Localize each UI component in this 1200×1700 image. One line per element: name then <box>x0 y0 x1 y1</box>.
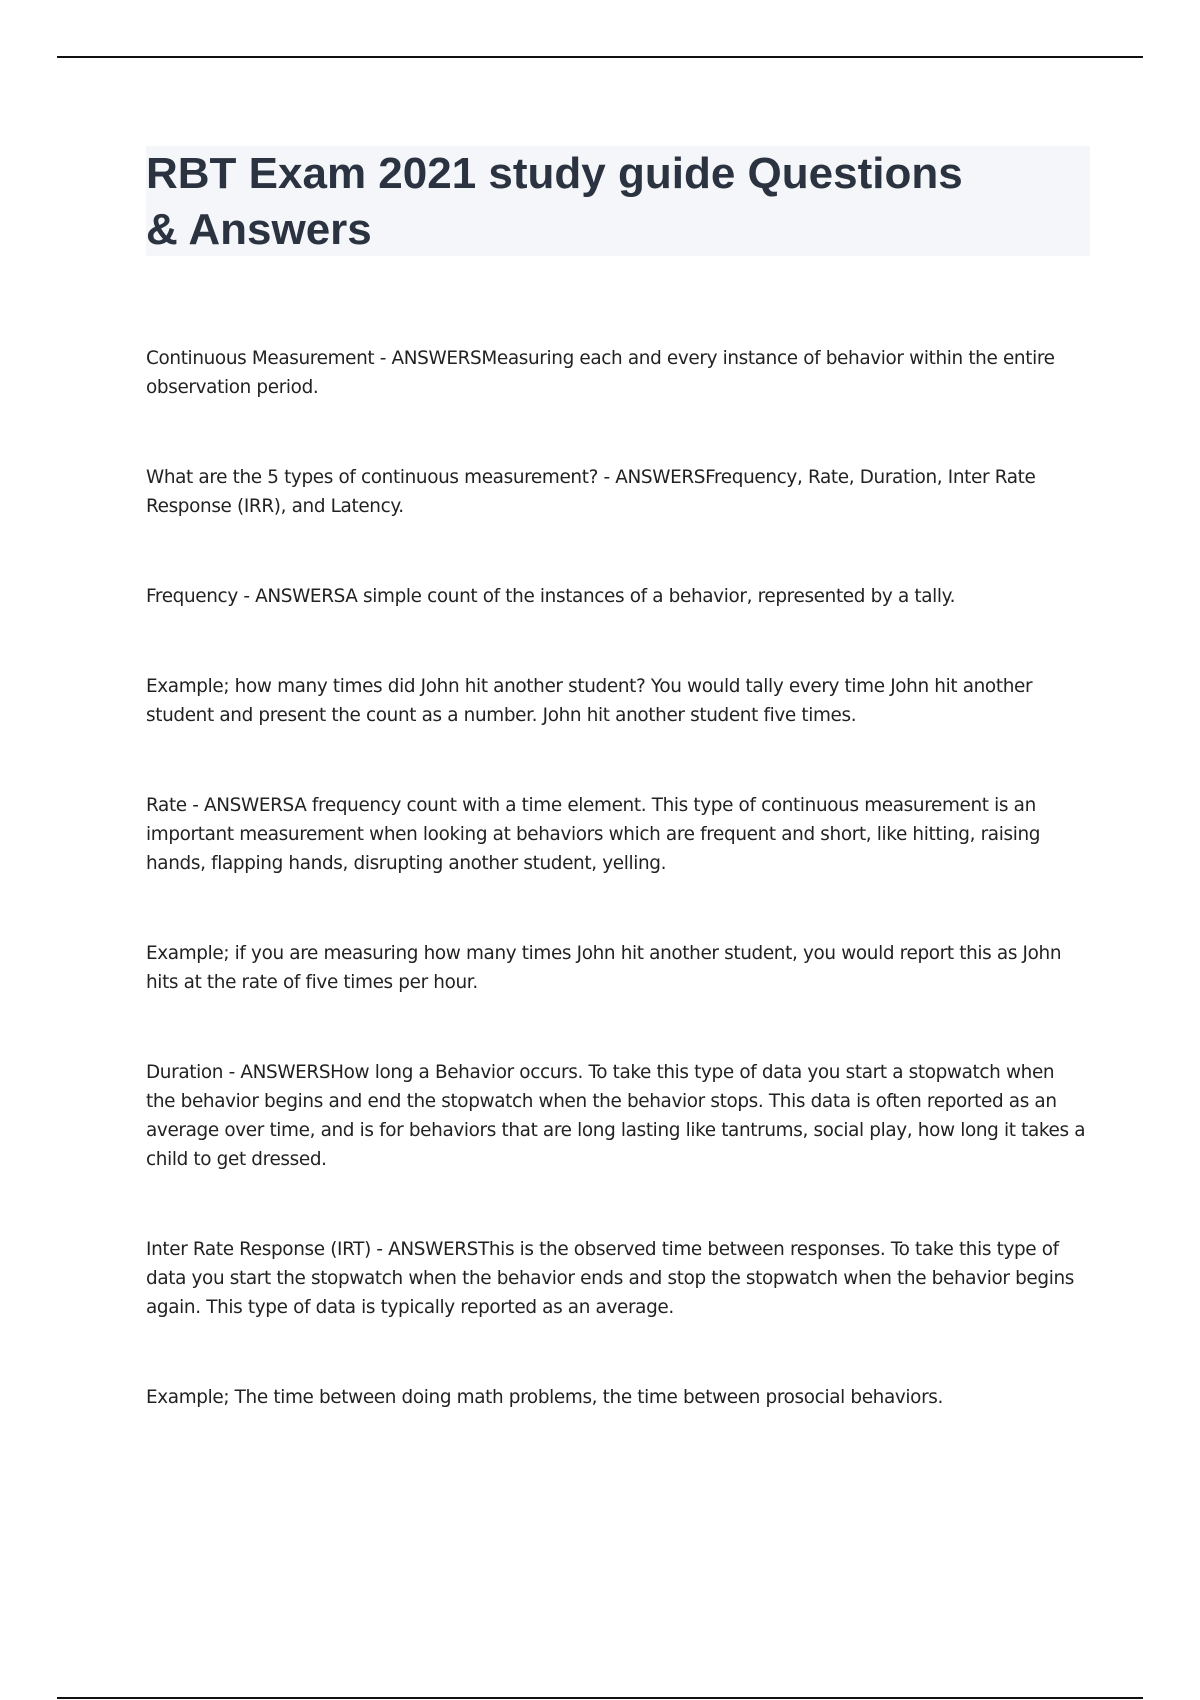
page-title: RBT Exam 2021 study guide Questions & Answers <box>146 149 963 254</box>
qa-item-frequency-example: Example; how many times did John hit another student? You would tally every time John hit another student and present the count as a number. John hit another student five times. <box>146 676 1033 726</box>
qa-item-duration: Duration - ANSWERSHow long a Behavior occurs. To take this type of data you start a stopwatch when the behavior begins and end the stopwatch when the behavior stops. This data is often reported as an average over time, and is for behaviors that are long lasting like tantrums, social play, how long it takes a child to get dressed. <box>146 1062 1086 1170</box>
qa-item-inter-response-time-example: Example; The time between doing math problems, the time between prosocial behaviors. <box>146 1387 944 1408</box>
qa-item-rate-example: Example; if you are measuring how many times John hit another student, you would report this as John hits at the rate of five times per hour. <box>146 943 1062 993</box>
qa-item-inter-response-time: Inter Rate Response (IRT) - ANSWERSThis is the observed time between responses. To take this type of data you start the stopwatch when the behavior ends and stop the stopwatch when the behavior begins again. This type of data is typically reported as an average. <box>146 1239 1074 1318</box>
bottom-rule <box>57 1697 1143 1699</box>
top-rule <box>57 56 1143 58</box>
title-banner <box>146 146 1090 256</box>
qa-item-rate: Rate - ANSWERSA frequency count with a time element. This type of continuous measurement is an important measurement when looking at behaviors which are frequent and short, like hitting, raising hands, flapping hands, disrupting another student, yelling. <box>146 795 1041 874</box>
qa-item-continuous-measurement: Continuous Measurement - ANSWERSMeasuring each and every instance of behavior within the entire observation period. <box>146 348 1055 398</box>
qa-content <box>146 344 1096 1473</box>
qa-item-frequency: Frequency - ANSWERSA simple count of the instances of a behavior, represented by a tally. <box>146 586 956 607</box>
qa-item-types-of-continuous-measurement: What are the 5 types of continuous measurement? - ANSWERSFrequency, Rate, Duration, Inter Rate Response (IRR), and Latency. <box>146 467 1036 517</box>
